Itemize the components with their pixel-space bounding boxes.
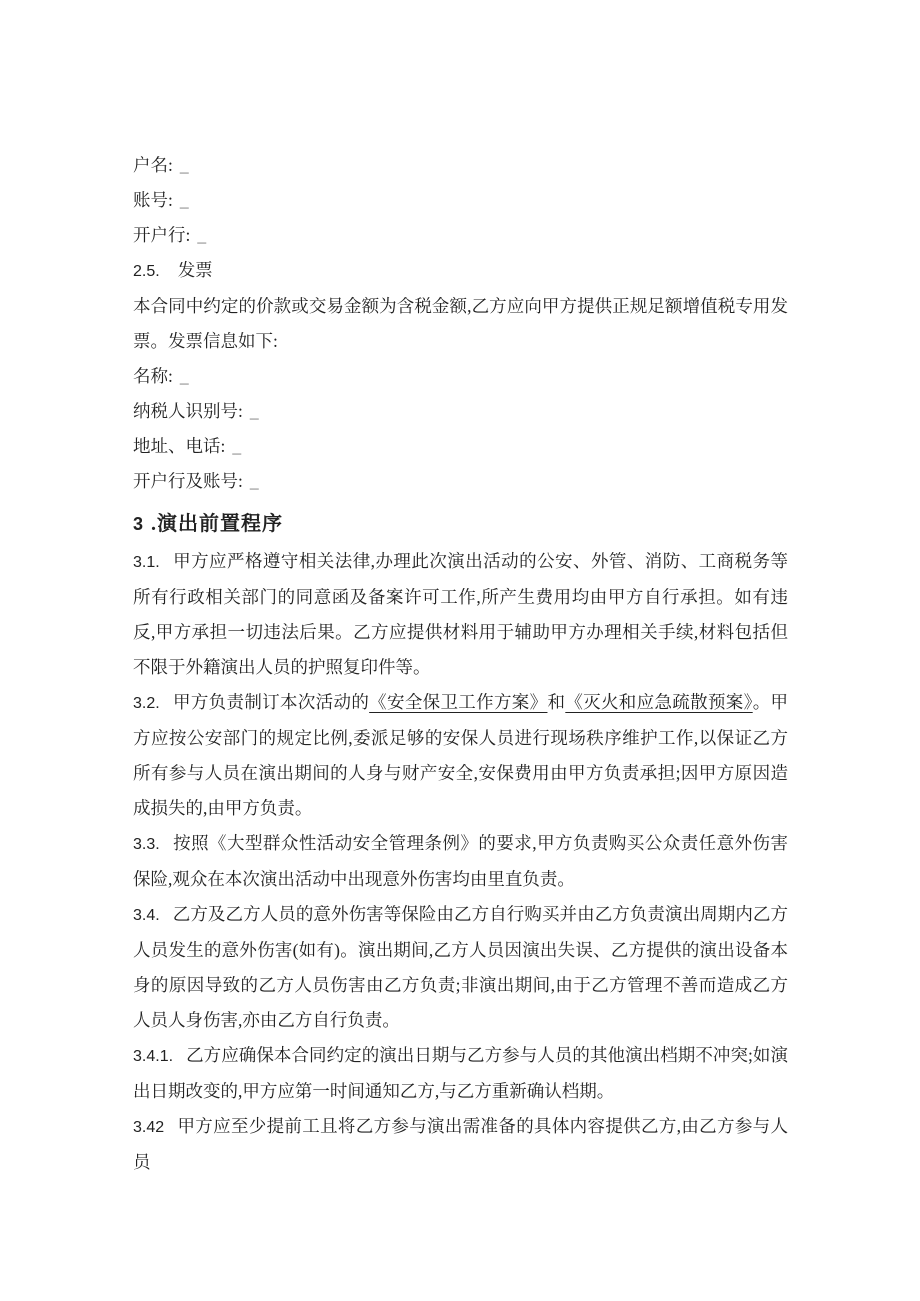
blank-field-line bbox=[133, 464, 788, 499]
underlined-document-title: 《安全保卫工作方案》 bbox=[369, 692, 548, 712]
clause-text-segment: 甲方负责制订本次活动的 bbox=[172, 692, 370, 712]
document-body bbox=[133, 148, 788, 1180]
section-heading bbox=[133, 506, 788, 542]
invoice-info-fields bbox=[133, 359, 788, 499]
clause-text-segment: 。甲方应按公安部门的规定比例,委派足够的安保人员进行现场秩序维护工作,以保证乙方所有参与人员在演出期间的人身与财产安全,安保费用由甲方负责承担;因甲方原因造成损失的,由甲方负责。 bbox=[133, 692, 789, 818]
section-heading-text: .演出前置程序 bbox=[151, 513, 284, 535]
field-label: 名称: bbox=[133, 366, 173, 386]
invoice-intro-paragraph: 本合同中约定的价款或交易金额为含税金额,乙方应向甲方提供正规足额增值税专用发票。发票信息如下: bbox=[133, 296, 788, 351]
clause-number: 3.3. bbox=[133, 836, 160, 853]
clause-paragraph bbox=[133, 544, 788, 685]
clause-number: 2.5. bbox=[133, 263, 160, 280]
section-heading-number: 3 bbox=[133, 514, 145, 534]
field-label: 账号: bbox=[133, 190, 173, 210]
field-blank-underscore: _ bbox=[249, 471, 259, 491]
field-label: 地址、电话: bbox=[133, 436, 226, 456]
clause-text bbox=[133, 1045, 788, 1101]
field-label: 纳税人识别号: bbox=[133, 401, 243, 421]
clause-number: 3.4. bbox=[133, 907, 160, 924]
blank-field-line bbox=[133, 148, 788, 183]
blank-field-line bbox=[133, 359, 788, 394]
underlined-document-title: 《灭火和应急疏散预案》 bbox=[565, 692, 753, 712]
clause-number: 3.1. bbox=[133, 554, 160, 571]
clause-text-segment: 甲方应至少提前工且将乙方参与演出需准备的具体内容提供乙方,由乙方参与人员 bbox=[133, 1116, 788, 1172]
clause-paragraph bbox=[133, 826, 788, 897]
clause-text-segment: 甲方应严格遵守相关法律,办理此次演出活动的公安、外管、消防、工商税务等所有行政相关部门的同意函及备案许可工作,所产生费用均由甲方自行承担。如有违反,甲方承担一切违法后果。乙方应提供材料用于辅助甲方办理相关手续,材料包括但不限于外籍演出人员的护照复印件等。 bbox=[133, 551, 788, 677]
clause-paragraph bbox=[133, 1109, 788, 1180]
invoice-section-title: 发票 bbox=[177, 260, 213, 280]
clause-text bbox=[133, 833, 788, 889]
invoice-section-title-line bbox=[133, 253, 788, 289]
clause-text bbox=[133, 551, 788, 677]
field-label: 开户行: bbox=[133, 225, 191, 245]
blank-field-line bbox=[133, 218, 788, 253]
bank-account-fields bbox=[133, 148, 788, 253]
clause-text-segment: 和 bbox=[547, 692, 566, 712]
clause-number: 3.2. bbox=[133, 695, 160, 712]
field-label: 户名: bbox=[133, 155, 173, 175]
blank-field-line bbox=[133, 183, 788, 218]
clause-paragraph bbox=[133, 1038, 788, 1109]
field-label: 开户行及账号: bbox=[133, 471, 243, 491]
clause-text-segment: 按照《大型群众性活动安全管理条例》的要求,甲方负责购买公众责任意外伤害保险,观众在本次演出活动中出现意外伤害均由里直负责。 bbox=[133, 833, 788, 889]
field-blank-underscore: _ bbox=[179, 366, 189, 386]
clause-paragraph bbox=[133, 897, 788, 1038]
field-blank-underscore: _ bbox=[249, 401, 259, 421]
clause-paragraph bbox=[133, 685, 788, 826]
blank-field-line bbox=[133, 394, 788, 429]
clauses-container bbox=[133, 544, 788, 1180]
clause-text bbox=[133, 692, 788, 818]
clause-text bbox=[133, 1116, 788, 1172]
clause-number: 3.4.1. bbox=[133, 1048, 174, 1065]
blank-field-line bbox=[133, 429, 788, 464]
field-blank-underscore: _ bbox=[179, 155, 189, 175]
clause-text-segment: 乙方及乙方人员的意外伤害等保险由乙方自行购买并由乙方负责演出周期内乙方人员发生的意外伤害(如有)。演出期间,乙方人员因演出失误、乙方提供的演出设备本身的原因导致的乙方人员伤害由乙方负责;非演出期间,由于乙方管理不善而造成乙方人员人身伤害,亦由乙方自行负责。 bbox=[133, 904, 788, 1030]
field-blank-underscore: _ bbox=[197, 225, 207, 245]
field-blank-underscore: _ bbox=[232, 436, 242, 456]
clause-text bbox=[133, 904, 788, 1030]
clause-text-segment: 乙方应确保本合同约定的演出日期与乙方参与人员的其他演出档期不冲突;如演出日期改变的,甲方应第一时间通知乙方,与乙方重新确认档期。 bbox=[133, 1045, 788, 1101]
field-blank-underscore: _ bbox=[179, 190, 189, 210]
clause-number: 3.42 bbox=[133, 1119, 165, 1136]
